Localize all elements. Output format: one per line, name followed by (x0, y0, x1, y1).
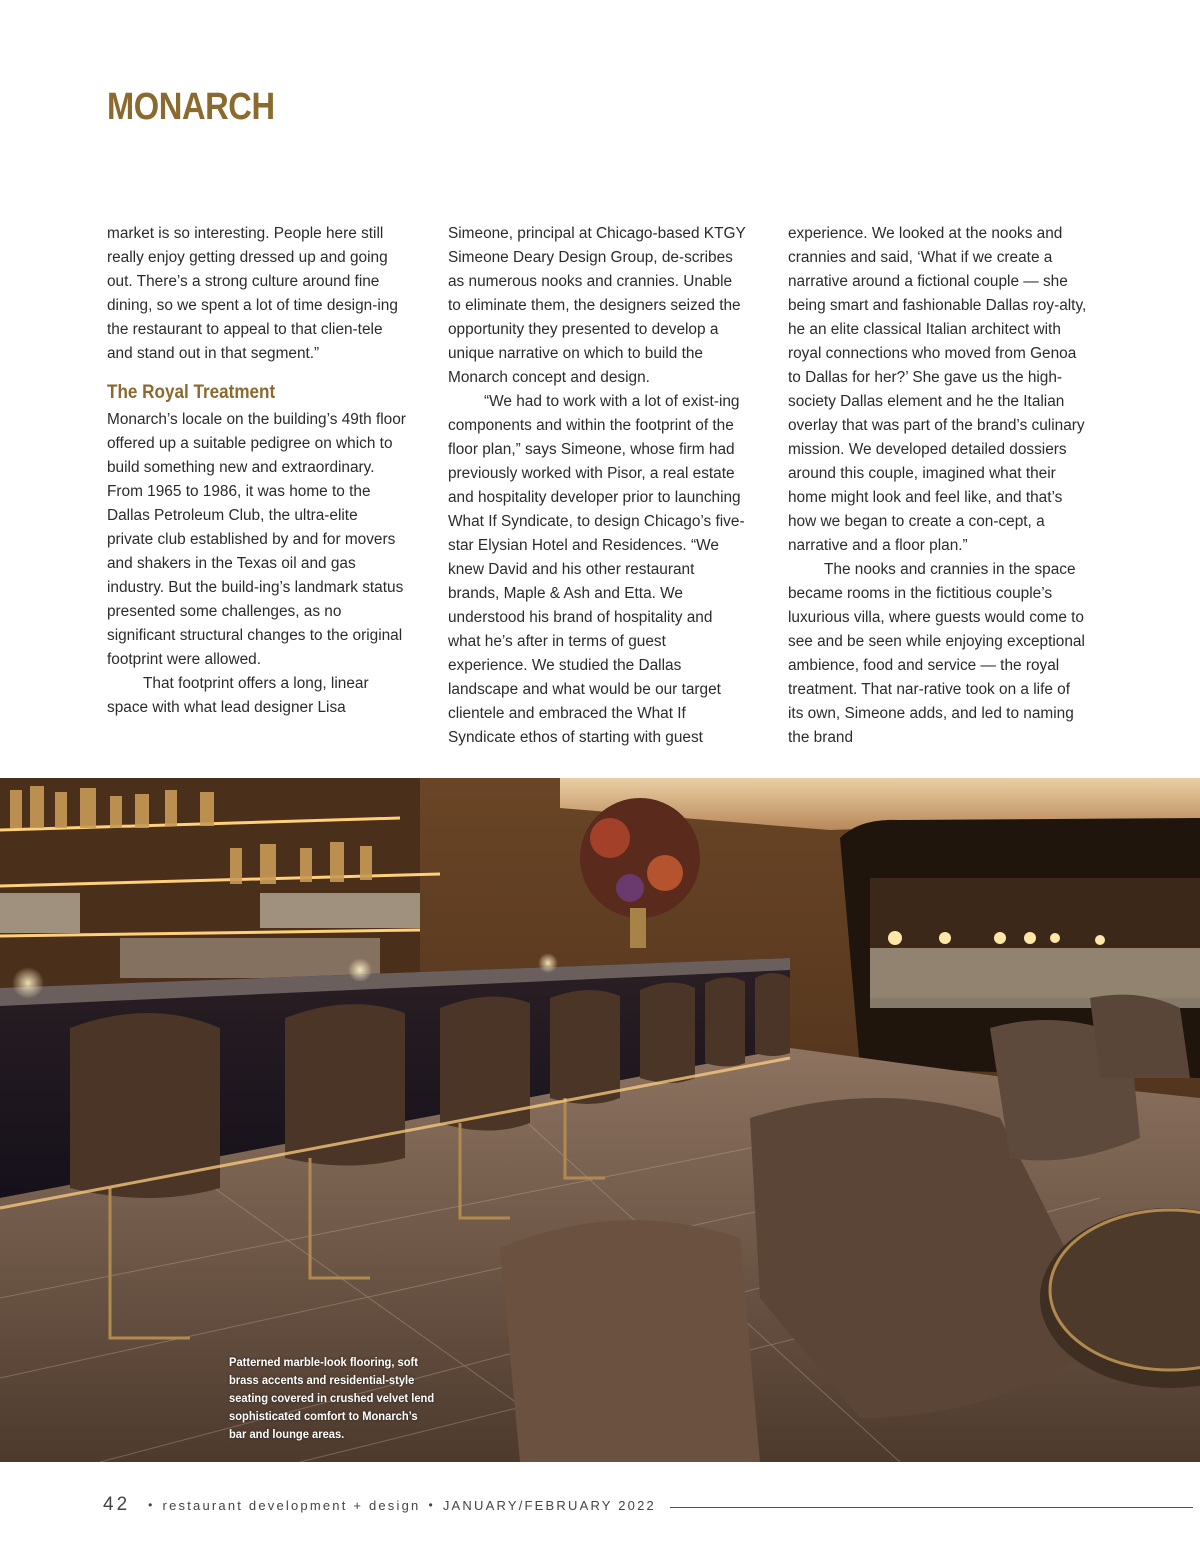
subheading: The Royal Treatment (107, 382, 276, 403)
bar-lounge-photo (0, 778, 1200, 1462)
issue-date: JANUARY/FEBRUARY 2022 (442, 1497, 656, 1513)
page-footer (103, 1494, 1193, 1516)
paragraph: experience. We looked at the nooks and crannies and said, ‘What if we create a narrative around a fictional couple — she being smart and fashionable Dallas roy-alty, he an elite classical Italian architect with royal connections who moved from Genoa to Dallas for her?’ She gave us the high-society Dallas element and he the Italian overlay that was part of the brand’s culinary mission. We developed detailed dossiers around this couple, imagined what their home might look and feel like, and that’s how we began to create a con-cept, a narrative and a floor plan.” (788, 225, 1087, 554)
paragraph: Simeone, principal at Chicago-based KTGY Simeone Deary Design Group, de-scribes as numerous nooks and crannies. Unable to eliminate them, the designers seized the opportunity they presented to develop a unique narrative on which to build the Monarch concept and design. (448, 225, 746, 386)
paragraph: market is so interesting. People here still really enjoy getting dressed up and going out. There’s a strong culture around fine dining, so we spent a lot of time design-ing the restaurant to appeal to that clien-tele and stand out in that segment.” (107, 225, 398, 362)
page-number: 42 (103, 1494, 131, 1515)
article-column-2 (448, 222, 748, 750)
section-title: MONARCH (107, 86, 275, 128)
paragraph: That footprint offers a long, linear space with what lead designer Lisa (107, 675, 369, 716)
paragraph: “We had to work with a lot of exist-ing components and within the footprint of the floor plan,” says Simeone, whose firm had previously worked with Pisor, a real estate and hospitality developer prior to launching What If Syndicate, to design Chicago’s five-star Elysian Hotel and Residences. “We knew David and his other restaurant brands, Maple & Ash and Etta. We understood his brand of hospitality and what he’s after in terms of guest experience. We studied the Dallas landscape and what would be our target clientele and embraced the What If Syndicate ethos of starting with guest (448, 393, 745, 746)
separator: • (148, 1498, 155, 1512)
paragraph: The nooks and crannies in the space became rooms in the fictitious couple’s luxurious villa, where guests would come to see and be seen while enjoying exceptional ambience, food and service — the royal treatment. That nar-rative took on a life of its own, Simeone adds, and led to naming the brand (788, 561, 1085, 746)
footer-rule (670, 1507, 1193, 1508)
article-column-3 (788, 222, 1088, 750)
publication-name: restaurant development + design (162, 1497, 421, 1513)
paragraph: Monarch’s locale on the building’s 49th floor offered up a suitable pedigree on which to build something new and extraordinary. From 1965 to 1986, it was home to the Dallas Petroleum Club, the ultra-elite private club established by and for movers and shakers in the Texas oil and gas industry. But the build-ing’s landmark status presented some challenges, as no significant structural changes to the original footprint were allowed. (107, 411, 406, 668)
photo-caption: Patterned marble-look flooring, soft brass accents and residential-style seating covered in crushed velvet lend sophisticated comfort to Monarch’s bar and lounge areas. (229, 1355, 435, 1441)
article-column-1 (107, 222, 407, 720)
separator: • (428, 1498, 435, 1512)
